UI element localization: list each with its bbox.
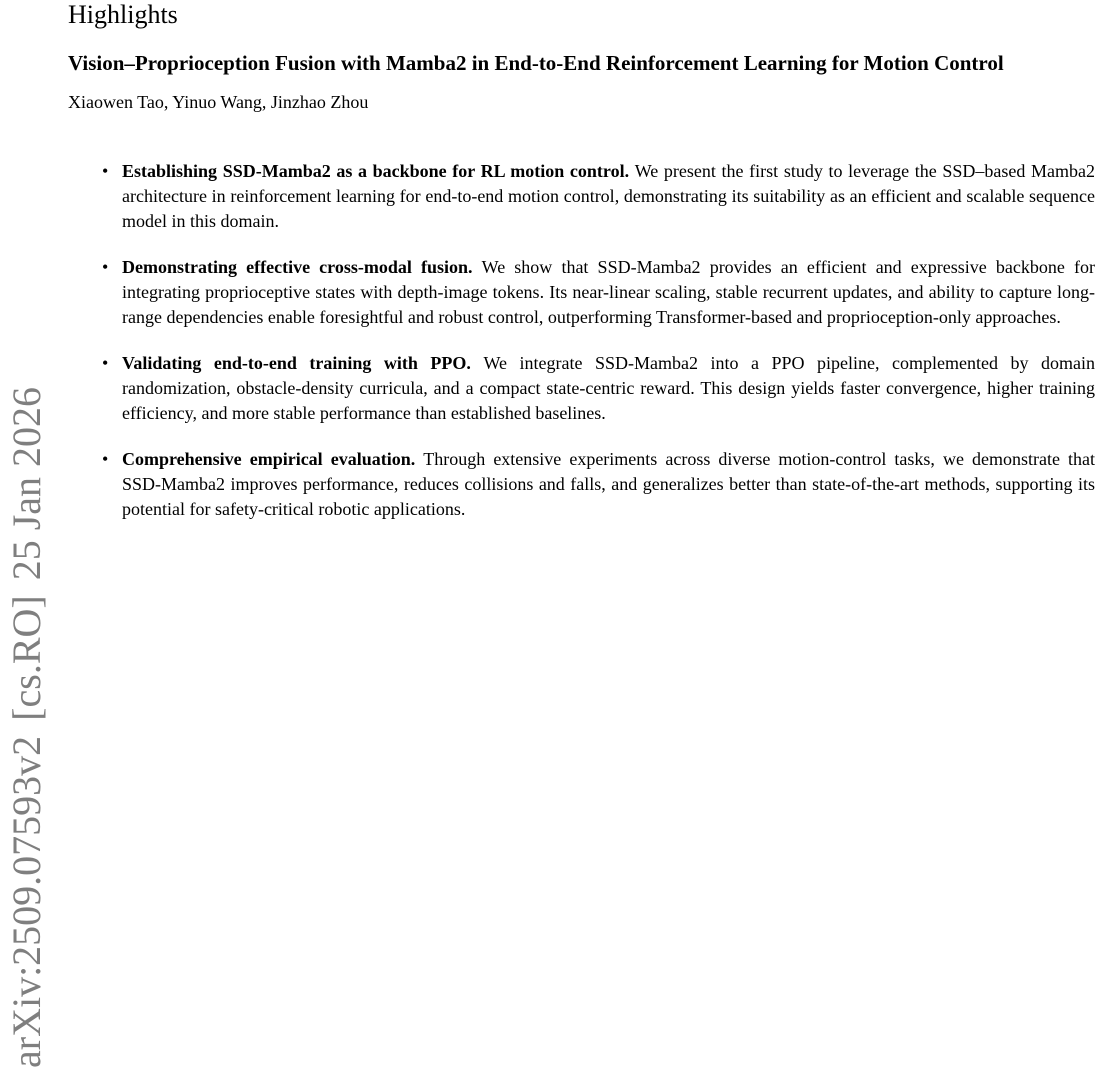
page-content (68, 0, 1095, 543)
arxiv-id: arXiv:2509.07593v2 (4, 735, 49, 1068)
highlight-item (122, 255, 1095, 330)
arxiv-watermark (5, 344, 49, 1068)
highlight-lead: Establishing SSD-Mamba2 as a backbone for RL motion control. (122, 161, 635, 181)
highlight-text: We integrate SSD-Mamba2 into a PPO pipeline, complemented by domain randomization, obstacle-density curricula, and a compact state-centric reward. This design yields faster convergence, higher training efficiency, and more stable performance than established baselines. (122, 353, 1095, 423)
highlight-item (122, 159, 1095, 234)
arxiv-category: [cs.RO] (4, 595, 49, 721)
highlight-text: We present the first study to leverage the SSD–based Mamba2 architecture in reinforcement learning for end-to-end motion control, demonstrating its suitability as an efficient and scalable sequence model in this domain. (122, 161, 1095, 231)
section-heading: Highlights (68, 0, 178, 29)
highlight-lead: Demonstrating effective cross-modal fusion. (122, 257, 482, 277)
authors-line: Xiaowen Tao, Yinuo Wang, Jinzhao Zhou (68, 92, 369, 112)
paper-title: Vision–Proprioception Fusion with Mamba2 in End-to-End Reinforcement Learning for Motion Control (68, 51, 1004, 75)
highlight-text: We show that SSD-Mamba2 provides an efficient and expressive backbone for integrating proprioceptive states with depth-image tokens. Its near-linear scaling, stable recurrent updates, and ability to capture long-range dependencies enable foresightful and robust control, outperforming Transformer-based and proprioception-only approaches. (122, 257, 1095, 327)
highlight-text: Through extensive experiments across diverse motion-control tasks, we demonstrate that SSD-Mamba2 improves performance, reduces collisions and falls, and generalizes better than state-of-the-art methods, supporting its potential for safety-critical robotic applications. (122, 449, 1095, 519)
arxiv-date: 25 Jan 2026 (4, 386, 49, 581)
highlights-list (68, 159, 1095, 522)
highlight-lead: Validating end-to-end training with PPO. (122, 353, 484, 373)
highlight-item (122, 351, 1095, 426)
highlight-item (122, 447, 1095, 522)
highlight-lead: Comprehensive empirical evaluation. (122, 449, 424, 469)
